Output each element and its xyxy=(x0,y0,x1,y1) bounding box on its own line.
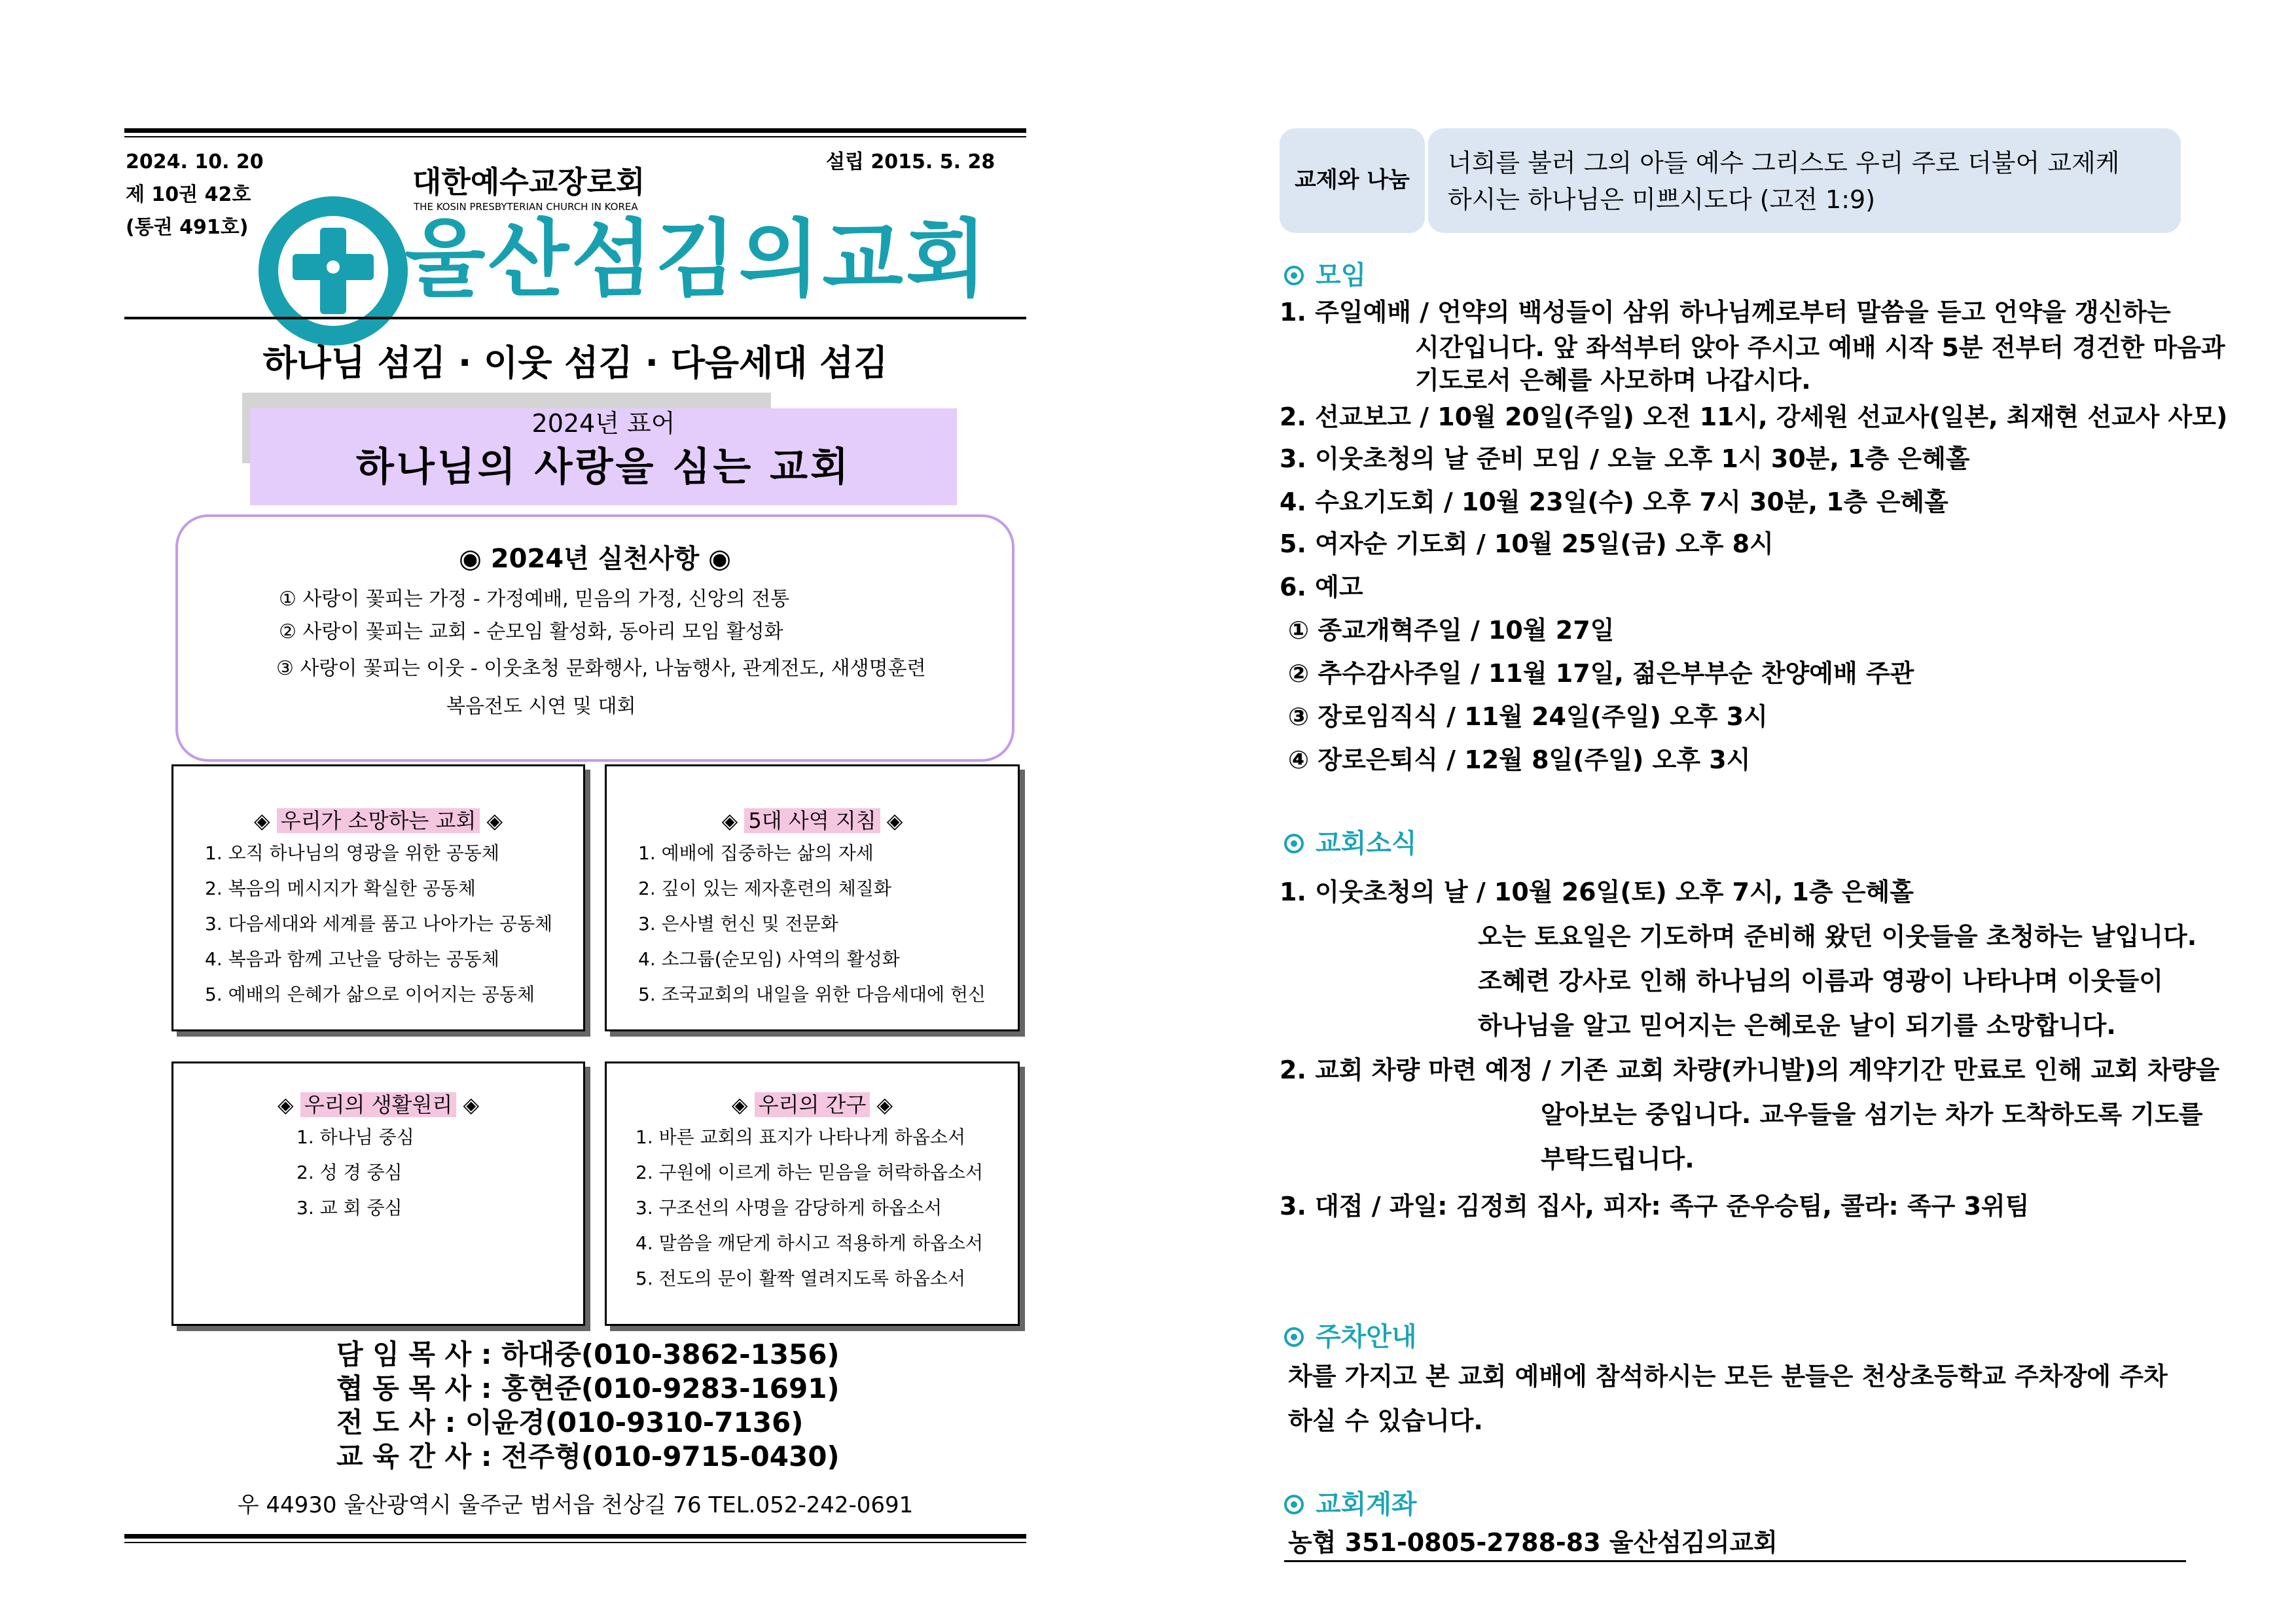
hope-church-title: ◈ 우리가 소망하는 교회 ◈ xyxy=(253,808,503,833)
list-item: 5. 전도의 문이 활짝 열려지도록 하옵소서 xyxy=(636,1268,965,1289)
list-item: 5. 조국교회의 내일을 위한 다음세대에 헌신 xyxy=(638,984,986,1005)
notice-item-3: ③ 장로임직식 / 11월 24일(주일) 오후 3시 xyxy=(1288,702,1768,731)
meeting-line-5: 5. 여자순 기도회 / 10월 25일(금) 오후 8시 xyxy=(1280,529,1774,558)
news-line-1c: 조혜련 강사로 인해 하나님의 이름과 영광이 나타나며 이웃들이 xyxy=(1478,967,2164,995)
denomination-name: 대한예수교장로회 xyxy=(412,164,645,200)
account-rule xyxy=(1284,1560,2186,1562)
bottom-rule-sub xyxy=(124,1542,1026,1543)
news-line-3: 3. 대접 / 과일: 김정희 집사, 피자: 족구 준우승팀, 콜라: 족구 3위팀 xyxy=(1280,1192,2030,1221)
parking-line-2: 하실 수 있습니다. xyxy=(1288,1406,1483,1435)
meeting-line-6: 6. 예고 xyxy=(1280,573,1363,601)
news-line-2: 2. 교회 차량 마련 예정 / 기존 교회 차량(카니발)의 계약기간 만료로 인해 교회 차량을 xyxy=(1280,1056,2220,1084)
list-item: 3. 구조선의 사명을 감당하게 하옵소서 xyxy=(636,1197,942,1219)
account-heading: 교회계좌 xyxy=(1284,1488,1417,1521)
news-line-1b: 오는 토요일은 기도하며 준비해 왔던 이웃들을 초청하는 날입니다. xyxy=(1478,922,2197,951)
staff-education: 교 육 간 사 : 전주형(010-9715-0430) xyxy=(336,1440,840,1472)
meeting-line-1: 1. 주일예배 / 언약의 백성들이 삼위 하나님께로부터 말씀을 듣고 언약을 갱신하는 xyxy=(1280,298,2171,327)
list-item: 1. 오직 하나님의 영광을 위한 공동체 xyxy=(205,842,499,864)
list-item: 2. 성 경 중심 xyxy=(296,1162,403,1183)
list-item: 1. 예배에 집중하는 삶의 자세 xyxy=(638,842,874,864)
parking-heading: 주차안내 xyxy=(1284,1321,1417,1353)
notice-item-2: ② 추수감사주일 / 11월 17일, 젊은부부순 찬양예배 주관 xyxy=(1288,659,1914,688)
fellowship-tag xyxy=(1280,128,1425,233)
prayer-list xyxy=(636,1120,983,1296)
practice-item-1: ① 사랑이 꽃피는 가정 - 가정예배, 믿음의 가정, 신앙의 전통 xyxy=(279,588,790,611)
list-item: 3. 교 회 중심 xyxy=(296,1197,403,1219)
news-line-1d: 하나님을 알고 믿어지는 은혜로운 날이 되기를 소망합니다. xyxy=(1478,1011,2116,1040)
verse-line-1: 너희를 불러 그의 아들 예수 그리스도 우리 주로 더불어 교제케 xyxy=(1448,149,2120,177)
parking-line-1: 차를 가지고 본 교회 예배에 참석하시는 모든 분들은 천상초등학교 주차장에 주차 xyxy=(1288,1362,2168,1391)
list-item: 3. 은사별 헌신 및 전문화 xyxy=(638,913,838,935)
motto-year-label: 2024년 표어 xyxy=(531,409,675,438)
account-text: 농협 351-0805-2788-83 울산섬김의교회 xyxy=(1288,1528,1778,1557)
church-name: 울산섬김의교회 xyxy=(404,211,990,308)
founded-date: 설립 2015. 5. 28 xyxy=(826,151,996,173)
meeting-line-1c: 기도로서 은혜를 사모하며 나갑시다. xyxy=(1415,366,1811,395)
church-logo-icon xyxy=(259,196,408,346)
hope-church-list xyxy=(205,836,552,1012)
list-item: 2. 복음의 메시지가 확실한 공동체 xyxy=(205,878,476,899)
issue-total: (통권 491호) xyxy=(126,216,249,239)
list-item: 4. 복음과 함께 고난을 당하는 공동체 xyxy=(205,948,499,970)
meeting-line-4: 4. 수요기도회 / 10월 23일(수) 오후 7시 30분, 1층 은혜홀 xyxy=(1280,488,1948,516)
list-item: 5. 예배의 은혜가 삶으로 이어지는 공동체 xyxy=(205,984,535,1005)
practice-box xyxy=(175,514,1014,762)
prayer-title: ◈ 우리의 간구 ◈ xyxy=(731,1092,893,1117)
list-item: 2. 구원에 이르게 하는 믿음을 허락하옵소서 xyxy=(636,1162,984,1183)
section-bullet-icon xyxy=(1284,1495,1304,1514)
news-line-1: 1. 이웃초청의 날 / 10월 26일(토) 오후 7시, 1층 은혜홀 xyxy=(1280,878,1914,906)
staff-associate-pastor: 협 동 목 사 : 홍현준(010-9283-1691) xyxy=(336,1372,840,1404)
staff-list xyxy=(336,1338,840,1474)
news-line-2c: 부탁드립니다. xyxy=(1541,1145,1695,1173)
life-principles-title: ◈ 우리의 생활원리 ◈ xyxy=(277,1092,480,1117)
section-bullet-icon xyxy=(1284,1327,1304,1347)
ministry-guide-list xyxy=(638,836,986,1012)
prayer-box xyxy=(605,1061,1020,1326)
staff-senior-pastor: 담 임 목 사 : 하대중(010-3862-1356) xyxy=(336,1338,840,1370)
list-item: 1. 하나님 중심 xyxy=(296,1126,414,1148)
practice-item-2: ② 사랑이 꽃피는 교회 - 순모임 활성화, 동아리 모임 활성화 xyxy=(279,620,783,643)
list-item: 1. 바른 교회의 표지가 나타나게 하옵소서 xyxy=(636,1126,965,1148)
staff-evangelist: 전 도 사 : 이윤경(010-9310-7136) xyxy=(336,1406,804,1438)
news-line-2b: 알아보는 중입니다. 교우들을 섬기는 차가 도착하도록 기도를 xyxy=(1541,1100,2203,1129)
church-address: 우 44930 울산광역시 울주군 범서읍 천상길 76 TEL.052-242-0691 xyxy=(237,1492,914,1518)
meetings-heading: 모임 xyxy=(1284,259,1366,292)
issue-date: 2024. 10. 20 xyxy=(126,151,264,173)
top-rule-sub xyxy=(124,136,1026,137)
list-item: 2. 깊이 있는 제자훈련의 체질화 xyxy=(638,878,891,899)
practice-item-3: ③ 사랑이 꽃피는 이웃 - 이웃초청 문화행사, 나눔행사, 관계전도, 새생명훈련 xyxy=(276,657,926,680)
top-rule xyxy=(124,128,1026,133)
bottom-rule xyxy=(124,1534,1026,1539)
meeting-line-1b: 시간입니다. 앞 좌석부터 앉아 주시고 예배 시작 5분 전부터 경건한 마음과 xyxy=(1415,333,2225,362)
meeting-line-3: 3. 이웃초청의 날 준비 모임 / 오늘 오후 1시 30분, 1층 은혜홀 xyxy=(1280,444,1970,473)
slogan: 하나님 섬김 · 이웃 섬김 · 다음세대 섬김 xyxy=(262,342,888,383)
practice-title: ◉ 2024년 실천사항 ◉ xyxy=(458,544,732,574)
verse-box xyxy=(1428,128,2181,233)
meeting-line-2: 2. 선교보고 / 10월 20일(주일) 오전 11시, 강세원 선교사(일본, 최재현 선교사 사모) xyxy=(1280,402,2228,431)
list-item: 3. 다음세대와 세계를 품고 나아가는 공동체 xyxy=(205,913,553,935)
notice-item-4: ④ 장로은퇴식 / 12월 8일(주일) 오후 3시 xyxy=(1288,745,1751,774)
motto-text: 하나님의 사랑을 심는 교회 xyxy=(355,444,852,490)
denomination-english: THE KOSIN PRESBYTERIAN CHURCH IN KOREA xyxy=(414,201,638,213)
ministry-guide-title: ◈ 5대 사역 지침 ◈ xyxy=(721,808,903,833)
practice-item-3-cont: 복음전도 시연 및 대회 xyxy=(446,695,636,718)
life-principles-list xyxy=(296,1120,414,1226)
notice-item-1: ① 종교개혁주일 / 10월 27일 xyxy=(1288,616,1615,645)
fellowship-tag-label: 교제와 나눔 xyxy=(1294,167,1410,193)
list-item: 4. 소그룹(순모임) 사역의 활성화 xyxy=(638,948,900,970)
ministry-guide-box xyxy=(605,764,1020,1031)
header-rule xyxy=(124,317,1026,319)
hope-church-box xyxy=(171,764,585,1031)
section-bullet-icon xyxy=(1284,266,1304,285)
issue-volume: 제 10권 42호 xyxy=(126,183,251,206)
life-principles-box xyxy=(171,1061,585,1326)
section-bullet-icon xyxy=(1284,834,1304,853)
list-item: 4. 말씀을 깨닫게 하시고 적용하게 하옵소서 xyxy=(636,1232,984,1254)
verse-line-2: 하시는 하나님은 미쁘시도다 (고전 1:9) xyxy=(1448,185,1876,214)
news-heading: 교회소식 xyxy=(1284,827,1417,860)
